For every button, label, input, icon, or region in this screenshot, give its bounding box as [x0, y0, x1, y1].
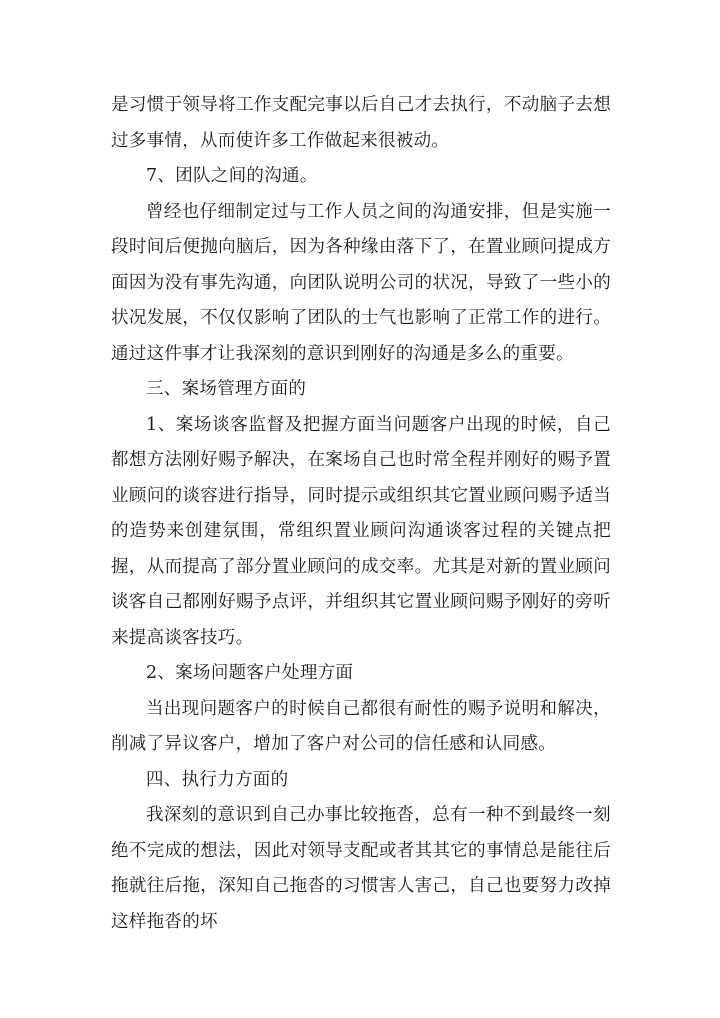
paragraph: 我深刻的意识到自己办事比较拖沓，总有一种不到最终一刻绝不完成的想法，因此对领导支配或者其其它的事情总是能往后拖就往后拖，深知自己拖沓的习惯害人害己，自己也要努力改掉这样拖沓的坏	[111, 805, 611, 932]
section-heading: 7、团队之间的沟通。	[146, 166, 318, 186]
document-body	[111, 88, 611, 940]
paragraph: 曾经也仔细制定过与工作人员之间的沟通安排，但是实施一段时间后便抛向脑后，因为各种缘由落下了，在置业顾问提成方面因为没有事先沟通，向团队说明公司的状况，导致了一些小的状况发展，不仅仅影响了团队的士气也影响了正常工作的进行。通过这件事才让我深刻的意识到刚好的沟通是多么的重要。	[111, 201, 611, 364]
section-heading: 三、案场管理方面的	[146, 379, 307, 399]
paragraph: 1、案场谈客监督及把握方面当问题客户出现的时候，自己都想方法刚好赐予解决，在案场自己也时常全程并刚好的赐予置业顾问的谈容进行指导，同时提示或组织其它置业顾问赐予适当的造势来创建氛围，常组织置业顾问沟通谈客过程的关键点把握，从而提高了部分置业顾问的成交率。尤其是对新的置业顾问谈客自己都刚好赐予点评，并组织其它置业顾问赐予刚好的旁听来提高谈客技巧。	[111, 414, 611, 648]
paragraph: 是习惯于领导将工作支配完事以后自己才去执行，不动脑子去想过多事情，从而使许多工作做起来很被动。	[111, 95, 611, 151]
section-heading: 四、执行力方面的	[146, 769, 289, 790]
paragraph: 当出现问题客户的时候自己都很有耐性的赐予说明和解决，削减了异议客户，增加了客户对公司的信任感和认同感。	[111, 698, 611, 754]
section-heading: 2、案场问题客户处理方面	[146, 663, 354, 683]
